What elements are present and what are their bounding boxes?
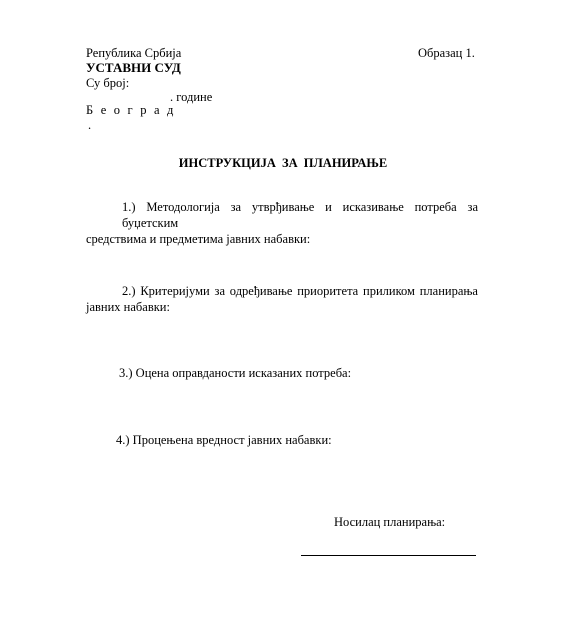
item-criteria (86, 283, 478, 315)
court-name: УСТАВНИ СУД (86, 60, 181, 75)
republic-label: Република Србија (86, 46, 182, 60)
item-justification: 3.) Оцена оправданости исказаних потреба: (119, 366, 352, 380)
signature-label: Носилац планирања: (334, 515, 446, 529)
item-criteria-line2: јавних набавки: (86, 300, 170, 314)
item-methodology (86, 199, 478, 247)
city-label: Б е о г р а д (86, 103, 176, 117)
item-methodology-line2: средствима и предметима јавних набавки: (86, 232, 311, 246)
year-label: . године (170, 90, 213, 104)
document-title: ИНСТРУКЦИЈА ЗА ПЛАНИРАЊЕ (178, 156, 388, 170)
city-dot: . (88, 118, 92, 132)
case-number-label: Су број: (86, 76, 130, 90)
item-methodology-line1: 1.) Методологија за утврђивање и исказивање потреба за буџетским (122, 200, 478, 230)
signature-line[interactable] (301, 555, 476, 556)
item-estimated-value: 4.) Процењена вредност јавних набавки: (116, 433, 332, 447)
form-number: Образац 1. (418, 46, 475, 60)
item-criteria-line1: 2.) Критеријуми за одређивање приоритета приликом планирања (122, 284, 478, 298)
